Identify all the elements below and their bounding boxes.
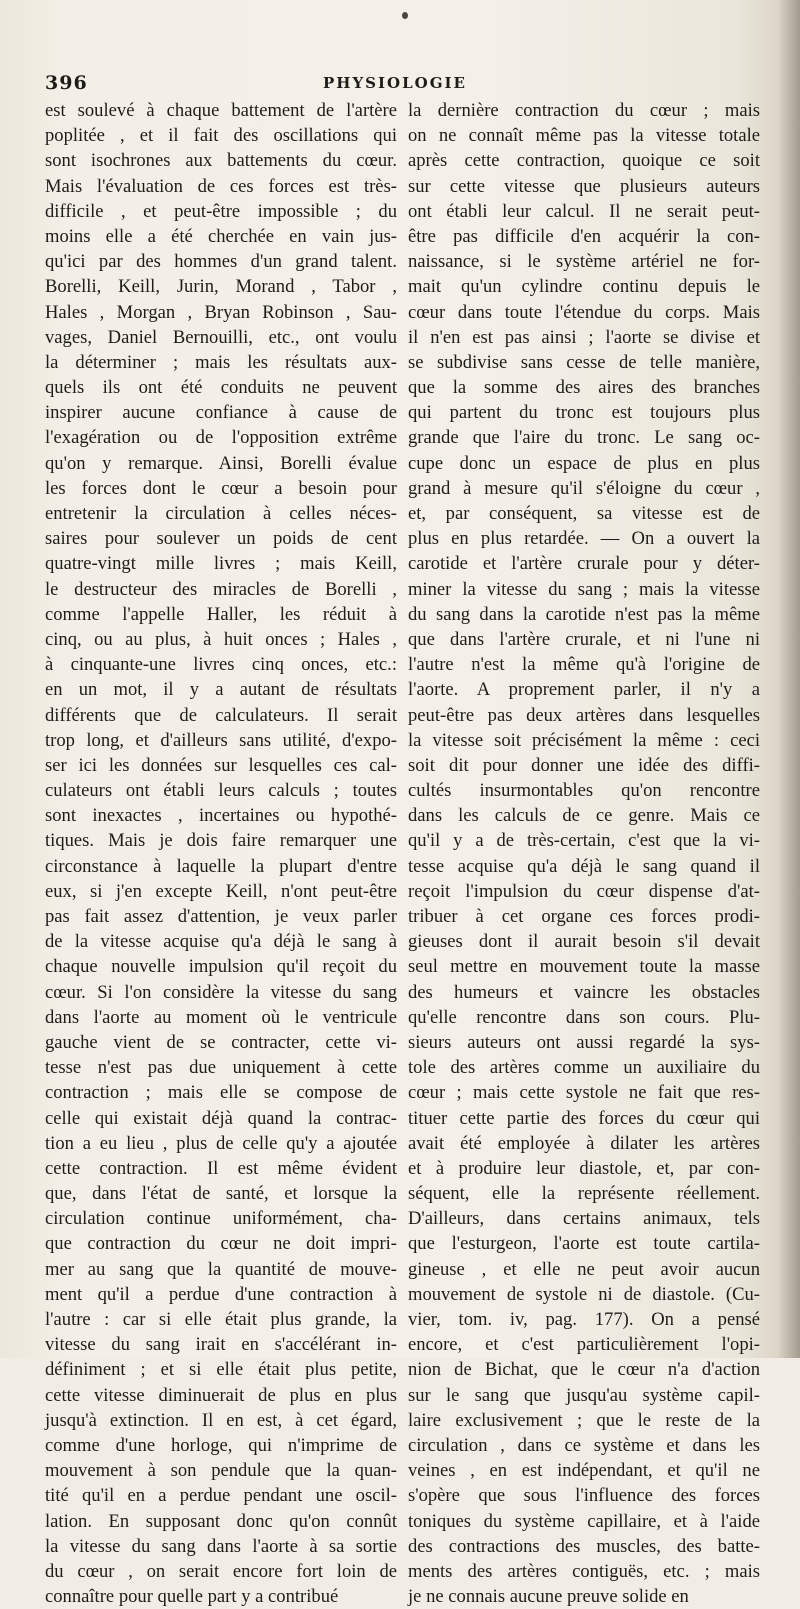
text-line: s'opère que sous l'influence des forces (408, 1485, 760, 1507)
text-line: grande que l'aire du tronc. Le sang oc- (408, 427, 760, 449)
ink-dot-mark (402, 12, 408, 19)
text-line: cette vitesse diminuerait de plus en plus (45, 1384, 397, 1406)
text-line: laire exclusivement ; que le reste de la (408, 1409, 760, 1431)
text-line: naissance, si le système artériel ne for- (408, 251, 760, 273)
text-line: qu'on y remarque. Ainsi, Borelli évalue (45, 452, 397, 474)
text-line: tituer cette partie des forces du cœur qui (408, 1107, 760, 1129)
text-line: l'aorte. A proprement parler, il n'y a (408, 679, 760, 701)
text-line: celle qui existait déjà quand la contrac- (45, 1107, 397, 1129)
text-line: comme l'appelle Haller, les réduit à (45, 603, 397, 625)
text-line: être pas difficile d'en acquérir la con- (408, 225, 760, 247)
page-header (45, 72, 745, 96)
text-line: des humeurs et vaincre les obstacles (408, 981, 760, 1003)
text-line: Mais l'évaluation de ces forces est très- (45, 175, 397, 197)
text-line: vier, tom. iv, pag. 177). On a pensé (408, 1309, 760, 1330)
text-line: Hales , Morgan , Bryan Robinson , Sau- (45, 301, 397, 323)
text-line: plus en plus retardée. — On a ouvert la (408, 528, 760, 550)
text-line: tribuer à cet organe ces forces prodi- (408, 906, 760, 927)
text-line: jusqu'à extinction. Il en est, à cet égard, (45, 1409, 397, 1431)
text-line: circulation , dans ce système et dans les (408, 1434, 760, 1456)
text-line: lation. En supposant donc qu'on connût (45, 1510, 397, 1532)
text-line: avait été employée à dilater les artères (408, 1132, 760, 1154)
text-line: grand à mesure qu'il s'éloigne du cœur , (408, 477, 760, 499)
text-line: sont inexactes , incertaines ou hypothé- (45, 805, 397, 827)
text-line: sont isochrones aux battements du cœur. (45, 150, 397, 172)
text-line: l'autre n'est la même qu'à l'origine de (408, 654, 760, 676)
text-line: du sang dans la carotide n'est pas la même (408, 603, 760, 625)
text-line: tole des artères comme un auxiliaire du (408, 1057, 760, 1079)
text-line: cœur dans toute l'étendue du corps. Mais (408, 301, 760, 323)
text-line: inspirer aucune confiance à cause de (45, 402, 397, 424)
text-line: encore, et c'est particulièrement l'opi- (408, 1334, 760, 1356)
text-line: ser ici les données sur lesquelles ces cal- (45, 754, 397, 776)
text-line: difficile , et peut-être impossible ; du (45, 200, 397, 222)
text-line: sieurs auteurs ont aussi regardé la sys- (408, 1031, 760, 1053)
text-line: toniques du système capillaire, et à l'aide (408, 1510, 760, 1532)
text-line: à cinquante-une livres cinq onces, etc.: (45, 654, 397, 676)
text-line: entretenir la circulation à celles néces- (45, 503, 397, 524)
text-line: contraction ; mais elle se compose de (45, 1082, 397, 1104)
text-line: mait qu'un cylindre continu depuis le (408, 276, 760, 298)
text-line: l'autre : car si elle était plus grande, la (45, 1309, 397, 1330)
text-line: vages, Daniel Bernouilli, etc., ont voulu (45, 326, 397, 348)
text-line: du cœur , on serait encore fort loin de (45, 1560, 397, 1582)
text-line: cupe donc un espace de plus en plus (408, 452, 760, 474)
text-line: séquent, elle la représente réellement. (408, 1183, 760, 1205)
text-line: chaque nouvelle impulsion qu'il reçoit du (45, 956, 397, 978)
text-column-right (408, 98, 760, 1609)
text-line: reçoit l'impulsion du cœur dispense d'at- (408, 880, 760, 902)
text-line: tesse n'est pas due uniquement à cette (45, 1057, 397, 1079)
text-line: cette contraction. Il est même évident (45, 1157, 397, 1179)
text-line: que dans l'artère crurale, et ni l'une ni (408, 628, 760, 650)
text-line: que, dans l'état de santé, et lorsque la (45, 1183, 397, 1205)
text-line: la déterminer ; mais les résultats aux- (45, 351, 397, 373)
text-line: est soulevé à chaque battement de l'artère (45, 100, 397, 121)
text-line: connaître pour quelle part y a contribué (45, 1586, 339, 1608)
text-line: je ne connais aucune preuve solide en (408, 1586, 689, 1608)
text-line: cœur. Si l'on considère la vitesse du sang (45, 981, 397, 1003)
text-line: l'exagération ou de l'opposition extrême (45, 427, 397, 449)
text-line: des contractions des muscles, des batte- (408, 1535, 760, 1557)
text-line: se subdivise sans cesse de telle manière, (408, 351, 760, 373)
text-line: D'ailleurs, dans certains animaux, tels (408, 1208, 760, 1230)
text-line: après cette contraction, quoique ce soit (408, 150, 760, 172)
text-line: eux, si j'en excepte Keill, n'ont peut-être (45, 880, 397, 902)
text-line: tité qu'il en a perdue pendant une oscil- (45, 1485, 397, 1507)
page-gutter-shadow (778, 0, 800, 1358)
text-line: sur le sang que jusqu'au système capil- (408, 1384, 760, 1406)
text-line: que la somme des aires des branches (408, 377, 760, 399)
text-column-left (45, 98, 397, 1609)
text-line: poplitée , et il fait des oscillations qui (45, 125, 397, 147)
text-line: quatre-vingt mille livres ; mais Keill, (45, 553, 397, 575)
text-line: et à produire leur diastole, et, par con- (408, 1157, 760, 1179)
text-line: moins elle a été cherchée en vain jus- (45, 225, 397, 247)
text-line: définiment ; et si elle était plus petite, (45, 1359, 397, 1381)
page-number: 396 (45, 72, 88, 94)
text-line: nion de Bichat, que le cœur n'a d'action (408, 1359, 760, 1381)
text-line: carotide et l'artère crurale pour y déter- (408, 553, 760, 575)
text-line: qu'il y a de très-certain, c'est que la vi- (408, 830, 760, 852)
text-line: sur cette vitesse que plusieurs auteurs (408, 175, 760, 197)
text-line: mouvement de systole ni de diastole. (Cu- (408, 1283, 760, 1305)
text-line: culateurs ont établi leurs calculs ; toutes (45, 780, 397, 802)
running-title: PHYSIOLOGIE (323, 74, 467, 92)
text-line: pas fait assez d'attention, je veux parler (45, 906, 397, 927)
text-line: la dernière contraction du cœur ; mais (408, 100, 760, 121)
text-line: circulation continue uniformément, cha- (45, 1208, 397, 1230)
text-line: vitesse du sang irait en s'accélérant in- (45, 1334, 397, 1356)
text-line: la vitesse soit précisément la même : ceci (408, 729, 760, 751)
text-line: cultés insurmontables qu'on rencontre (408, 780, 760, 802)
text-line: qui partent du tronc est toujours plus (408, 402, 760, 424)
text-line: il n'en est pas ainsi ; l'aorte se divise et (408, 326, 760, 348)
text-line: que l'esturgeon, l'aorte est toute cartila- (408, 1233, 760, 1255)
text-line: les forces dont le cœur a besoin pour (45, 477, 397, 499)
text-line: que contraction du cœur ne doit impri- (45, 1233, 397, 1255)
text-line: qu'elle rencontre dans son cours. Plu- (408, 1006, 760, 1028)
text-line: ment qu'il a perdue d'une contraction à (45, 1283, 397, 1305)
text-line: trop long, et d'ailleurs sans utilité, d'expo- (45, 729, 397, 751)
text-line: quels ils ont été conduits ne peuvent (45, 377, 397, 399)
text-line: et, par conséquent, sa vitesse est de (408, 503, 760, 524)
text-line: comme d'une horloge, qui n'imprime de (45, 1434, 397, 1456)
text-line: qu'ici par des hommes d'un grand talent. (45, 251, 397, 273)
text-line: la vitesse du sang dans l'aorte à sa sortie (45, 1535, 397, 1557)
text-line: mer au sang que la quantité de mouve- (45, 1258, 397, 1280)
text-line: mouvement à son pendule que la quan- (45, 1460, 397, 1482)
text-line: Borelli, Keill, Jurin, Morand , Tabor , (45, 276, 397, 298)
text-line: tesse acquise qu'a déjà le sang quand il (408, 855, 760, 877)
text-line: miner la vitesse du sang ; mais la vitesse (408, 578, 760, 600)
text-line: dans les calculs de ce genre. Mais ce (408, 805, 760, 827)
text-line: de la vitesse acquise qu'a déjà le sang à (45, 931, 397, 953)
text-line: circonstance à laquelle la plupart d'entre (45, 855, 397, 877)
text-line: cinq, ou au plus, à huit onces ; Hales , (45, 628, 397, 650)
text-line: gineuse , et elle ne peut avoir aucun (408, 1258, 760, 1280)
text-line: peut-être pas deux artères dans lesquelles (408, 704, 760, 726)
text-line: le destructeur des miracles de Borelli , (45, 578, 397, 600)
text-line: soit dit pour donner une idée des diffi- (408, 754, 760, 776)
text-line: gauche vient de se contracter, cette vi- (45, 1031, 397, 1053)
text-line: ments des artères contiguës, etc. ; mais (408, 1560, 760, 1582)
text-line: seul mettre en mouvement toute la masse (408, 956, 760, 978)
text-line: ont établi leur calcul. Il ne serait peut- (408, 200, 760, 222)
text-line: gieuses dont il aurait besoin s'il devait (408, 931, 760, 953)
text-line: tion a eu lieu , plus de celle qu'y a ajoutée (45, 1132, 397, 1154)
text-line: tiques. Mais je dois faire remarquer une (45, 830, 397, 852)
text-line: cœur ; mais cette systole ne fait que res- (408, 1082, 760, 1104)
text-line: différents que de calculateurs. Il serait (45, 704, 397, 726)
text-line: on ne connaît même pas la vitesse totale (408, 125, 760, 147)
text-line: dans l'aorte au moment où le ventricule (45, 1006, 397, 1028)
text-line: saires pour soulever un poids de cent (45, 528, 397, 550)
text-line: en un mot, il y a autant de résultats (45, 679, 397, 701)
text-line: veines , en est indépendant, et qu'il ne (408, 1460, 760, 1482)
